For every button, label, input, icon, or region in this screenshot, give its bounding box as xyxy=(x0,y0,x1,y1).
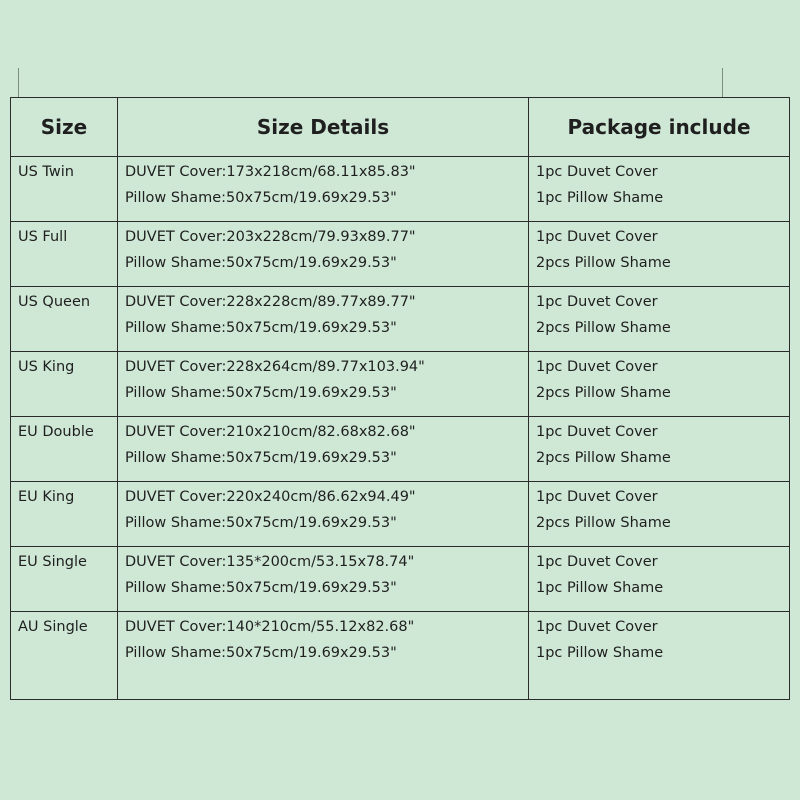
package-pillow: 2pcs Pillow Shame xyxy=(536,385,671,401)
duvet-dimension: DUVET Cover:220x240cm/86.62x94.49" xyxy=(125,489,416,505)
details-cell xyxy=(118,157,529,222)
size-cell: US Queen xyxy=(11,287,118,352)
package-duvet: 1pc Duvet Cover xyxy=(536,554,658,570)
package-pillow: 2pcs Pillow Shame xyxy=(536,320,671,336)
pillow-dimension: Pillow Shame:50x75cm/19.69x29.53" xyxy=(125,450,397,466)
package-duvet: 1pc Duvet Cover xyxy=(536,294,658,310)
package-cell xyxy=(529,612,790,700)
table-row xyxy=(11,287,790,352)
details-cell xyxy=(118,352,529,417)
package-pillow: 1pc Pillow Shame xyxy=(536,645,664,661)
duvet-dimension: DUVET Cover:135*200cm/53.15x78.74" xyxy=(125,554,415,570)
table-row xyxy=(11,612,790,700)
package-cell xyxy=(529,417,790,482)
duvet-dimension: DUVET Cover:203x228cm/79.93x89.77" xyxy=(125,229,416,245)
package-cell xyxy=(529,482,790,547)
pillow-dimension: Pillow Shame:50x75cm/19.69x29.53" xyxy=(125,255,397,271)
package-pillow: 2pcs Pillow Shame xyxy=(536,255,671,271)
pillow-dimension: Pillow Shame:50x75cm/19.69x29.53" xyxy=(125,385,397,401)
details-cell xyxy=(118,417,529,482)
size-cell: EU Single xyxy=(11,547,118,612)
size-cell: US King xyxy=(11,352,118,417)
size-cell: US Twin xyxy=(11,157,118,222)
details-cell xyxy=(118,612,529,700)
header-package-include: Package include xyxy=(529,98,790,157)
table-row xyxy=(11,417,790,482)
table-row xyxy=(11,222,790,287)
header-size: Size xyxy=(11,98,118,157)
details-cell xyxy=(118,547,529,612)
pillow-dimension: Pillow Shame:50x75cm/19.69x29.53" xyxy=(125,320,397,336)
package-pillow: 2pcs Pillow Shame xyxy=(536,515,671,531)
package-duvet: 1pc Duvet Cover xyxy=(536,489,658,505)
table-row xyxy=(11,157,790,222)
package-cell xyxy=(529,157,790,222)
table-row xyxy=(11,547,790,612)
guide-line-left xyxy=(18,68,19,98)
table-row xyxy=(11,352,790,417)
size-cell: EU King xyxy=(11,482,118,547)
package-pillow: 2pcs Pillow Shame xyxy=(536,450,671,466)
size-chart-table xyxy=(10,97,790,700)
duvet-dimension: DUVET Cover:228x264cm/89.77x103.94" xyxy=(125,359,425,375)
package-cell xyxy=(529,352,790,417)
size-cell: AU Single xyxy=(11,612,118,700)
size-cell: US Full xyxy=(11,222,118,287)
package-cell xyxy=(529,547,790,612)
package-cell xyxy=(529,222,790,287)
table-row xyxy=(11,482,790,547)
details-cell xyxy=(118,482,529,547)
duvet-dimension: DUVET Cover:173x218cm/68.11x85.83" xyxy=(125,164,416,180)
details-cell xyxy=(118,222,529,287)
package-pillow: 1pc Pillow Shame xyxy=(536,580,664,596)
header-row xyxy=(11,98,790,157)
duvet-dimension: DUVET Cover:140*210cm/55.12x82.68" xyxy=(125,619,415,635)
package-pillow: 1pc Pillow Shame xyxy=(536,190,664,206)
size-cell: EU Double xyxy=(11,417,118,482)
package-duvet: 1pc Duvet Cover xyxy=(536,164,658,180)
package-duvet: 1pc Duvet Cover xyxy=(536,424,658,440)
pillow-dimension: Pillow Shame:50x75cm/19.69x29.53" xyxy=(125,580,397,596)
package-duvet: 1pc Duvet Cover xyxy=(536,359,658,375)
duvet-dimension: DUVET Cover:228x228cm/89.77x89.77" xyxy=(125,294,416,310)
package-cell xyxy=(529,287,790,352)
package-duvet: 1pc Duvet Cover xyxy=(536,619,658,635)
pillow-dimension: Pillow Shame:50x75cm/19.69x29.53" xyxy=(125,645,397,661)
pillow-dimension: Pillow Shame:50x75cm/19.69x29.53" xyxy=(125,515,397,531)
pillow-dimension: Pillow Shame:50x75cm/19.69x29.53" xyxy=(125,190,397,206)
duvet-dimension: DUVET Cover:210x210cm/82.68x82.68" xyxy=(125,424,416,440)
guide-line-right xyxy=(722,68,723,98)
package-duvet: 1pc Duvet Cover xyxy=(536,229,658,245)
header-size-details: Size Details xyxy=(118,98,529,157)
details-cell xyxy=(118,287,529,352)
